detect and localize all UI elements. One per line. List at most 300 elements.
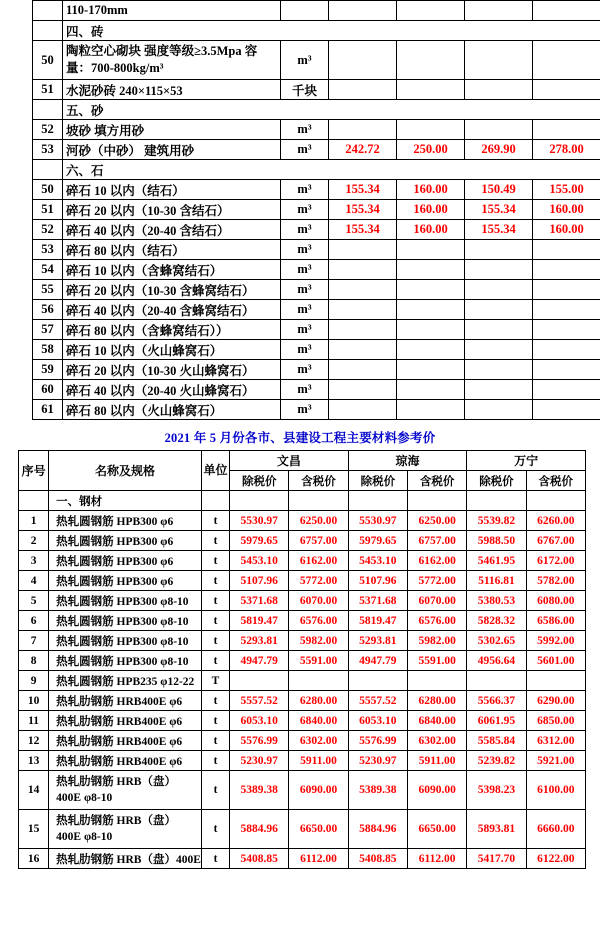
- cell-value: 6840.00: [407, 711, 466, 731]
- cell-value: 5982.00: [289, 631, 348, 651]
- cell-price-4: [533, 260, 600, 280]
- cell-blank-1: [230, 491, 289, 511]
- cell-blank-2: [289, 491, 348, 511]
- cell-value: 6650.00: [289, 810, 348, 849]
- cell-value: 6280.00: [289, 691, 348, 711]
- cell-category: 四、砖: [63, 21, 600, 41]
- cell-seq: 11: [19, 711, 49, 731]
- cell-price-4: 155.00: [533, 180, 600, 200]
- table-row: [19, 551, 586, 571]
- cell-category: 六、石: [63, 160, 600, 180]
- cell-name: 碎石 20 以内（10-30 火山蜂窝石）: [63, 360, 281, 380]
- cell-unit: m³: [281, 320, 329, 340]
- cell-unit: t: [201, 631, 229, 651]
- cell-price-3: 150.49: [465, 180, 533, 200]
- cell-seq: 57: [33, 320, 63, 340]
- cell-seq: 52: [33, 220, 63, 240]
- cell-value: 5239.82: [467, 751, 526, 771]
- cell-name: 碎石 40 以内（20-40 火山蜂窝石）: [63, 380, 281, 400]
- cell-seq: 8: [19, 651, 49, 671]
- cell-category: 五、砂: [63, 100, 600, 120]
- cell-value: 5530.97: [348, 511, 407, 531]
- cell-value: 6767.00: [526, 531, 585, 551]
- cell-value: 6660.00: [526, 810, 585, 849]
- cell-value: 6586.00: [526, 611, 585, 631]
- cell-price-1: [329, 240, 397, 260]
- cell-value: [348, 671, 407, 691]
- cell-value: 6576.00: [289, 611, 348, 631]
- cell-name: 热轧肋钢筋 HRB400E φ6: [49, 711, 202, 731]
- cell-price-1: 242.72: [329, 140, 397, 160]
- cell-value: 6840.00: [289, 711, 348, 731]
- section-title: 2021 年 5 月份各市、县建设工程主要材料参考价: [164, 431, 436, 445]
- cell-blank-4: [407, 491, 466, 511]
- cell-value: 6850.00: [526, 711, 585, 731]
- cell-name: 河砂（中砂） 建筑用砂: [63, 140, 281, 160]
- cell-value: 5398.23: [467, 771, 526, 810]
- cell-blank-3: [348, 491, 407, 511]
- cell-value: [289, 671, 348, 691]
- cell-value: 5576.99: [230, 731, 289, 751]
- table-row: [33, 120, 600, 140]
- cell-value: 5302.65: [467, 631, 526, 651]
- cell-value: 6162.00: [407, 551, 466, 571]
- cell-price-2: [397, 320, 465, 340]
- cell-price-2: [397, 380, 465, 400]
- cell-value: 5116.81: [467, 571, 526, 591]
- cell-price-2: [397, 340, 465, 360]
- table-row: [19, 751, 586, 771]
- materials-table-steel: [18, 450, 586, 869]
- materials-table-top: [32, 0, 600, 420]
- cell-price-4: [533, 340, 600, 360]
- cell-value: 5107.96: [348, 571, 407, 591]
- cell-unit: [281, 1, 329, 21]
- table-row: [33, 280, 600, 300]
- table-row: [33, 41, 600, 80]
- cell-name: 碎石 20 以内（10-30 含蜂窝结石）: [63, 280, 281, 300]
- cell-price-2: [397, 300, 465, 320]
- header-sub-extax-2: 除税价: [348, 471, 407, 491]
- header-sub-intax-2: 含税价: [407, 471, 466, 491]
- header-sub-intax-1: 含税价: [289, 471, 348, 491]
- cell-price-1: [329, 360, 397, 380]
- cell-seq: 3: [19, 551, 49, 571]
- cell-value: 5453.10: [230, 551, 289, 571]
- cell-value: 5911.00: [407, 751, 466, 771]
- cell-price-2: [397, 280, 465, 300]
- cell-price-1: [329, 300, 397, 320]
- cell-price-2: [397, 120, 465, 140]
- cell-name: 热轧肋钢筋 HRB400E φ6: [49, 731, 202, 751]
- cell-name: 热轧肋钢筋 HRB（盘）400E φ8-10: [49, 771, 202, 810]
- cell-value: 4947.79: [230, 651, 289, 671]
- cell-unit: T: [201, 671, 229, 691]
- cell-value: 5828.32: [467, 611, 526, 631]
- cell-value: 6070.00: [289, 591, 348, 611]
- cell-value: 5979.65: [230, 531, 289, 551]
- cell-value: 6090.00: [407, 771, 466, 810]
- cell-price-3: [465, 380, 533, 400]
- cell-value: 5585.84: [467, 731, 526, 751]
- cell-name: 热轧圆钢筋 HPB300 φ6: [49, 511, 202, 531]
- cell-value: 6650.00: [407, 810, 466, 849]
- cell-seq: 10: [19, 691, 49, 711]
- cell-value: 5371.68: [230, 591, 289, 611]
- cell-seq: 53: [33, 240, 63, 260]
- cell-unit: m³: [281, 380, 329, 400]
- cell-name: 碎石 80 以内（结石）: [63, 240, 281, 260]
- cell-price-1: [329, 120, 397, 140]
- table-row: [33, 80, 600, 100]
- cell-unit: t: [201, 611, 229, 631]
- cell-value: 6302.00: [407, 731, 466, 751]
- table-row: [33, 220, 600, 240]
- header-region-qionghai: 琼海: [348, 451, 467, 471]
- cell-value: 6061.95: [467, 711, 526, 731]
- cell-price-3: [465, 360, 533, 380]
- cell-value: 6122.00: [526, 849, 585, 869]
- cell-price-2: [397, 80, 465, 100]
- cell-unit: t: [201, 551, 229, 571]
- cell-price-1: [329, 340, 397, 360]
- cell-name: 热轧圆钢筋 HPB300 φ8-10: [49, 591, 202, 611]
- table-row: [33, 1, 600, 21]
- cell-price-4: [533, 380, 600, 400]
- cell-price-1: [329, 41, 397, 80]
- cell-value: 5417.70: [467, 849, 526, 869]
- cell-seq: 6: [19, 611, 49, 631]
- cell-value: 5921.00: [526, 751, 585, 771]
- table-row: [19, 711, 586, 731]
- cell-seq: [19, 491, 49, 511]
- cell-price-1: [329, 320, 397, 340]
- cell-value: 4947.79: [348, 651, 407, 671]
- cell-seq: 13: [19, 751, 49, 771]
- cell-value: 6172.00: [526, 551, 585, 571]
- cell-name: 碎石 10 以内（含蜂窝结石）: [63, 260, 281, 280]
- cell-seq: 55: [33, 280, 63, 300]
- cell-seq: 1: [19, 511, 49, 531]
- cell-price-2: [397, 260, 465, 280]
- cell-price-3: [465, 1, 533, 21]
- cell-unit: t: [201, 711, 229, 731]
- cell-name: 热轧圆钢筋 HPB300 φ6: [49, 571, 202, 591]
- cell-price-3: [465, 260, 533, 280]
- table-row: [19, 810, 586, 849]
- cell-seq: 53: [33, 140, 63, 160]
- cell-unit: t: [201, 810, 229, 849]
- header-sub-intax-3: 含税价: [526, 471, 585, 491]
- table-row: [19, 571, 586, 591]
- cell-value: 5230.97: [230, 751, 289, 771]
- cell-value: 6576.00: [407, 611, 466, 631]
- cell-price-2: [397, 240, 465, 260]
- cell-price-2: [397, 400, 465, 420]
- cell-price-4: 160.00: [533, 220, 600, 240]
- cell-seq: 12: [19, 731, 49, 751]
- cell-value: 5988.50: [467, 531, 526, 551]
- table-row: [19, 511, 586, 531]
- cell-seq: [33, 160, 63, 180]
- cell-price-3: [465, 240, 533, 260]
- cell-value: 6757.00: [407, 531, 466, 551]
- cell-value: 5992.00: [526, 631, 585, 651]
- cell-value: 6302.00: [289, 731, 348, 751]
- cell-seq: 58: [33, 340, 63, 360]
- cell-value: 6053.10: [348, 711, 407, 731]
- cell-seq: 51: [33, 80, 63, 100]
- cell-unit: m³: [281, 120, 329, 140]
- table-row: [19, 771, 586, 810]
- cell-price-3: [465, 120, 533, 140]
- cell-price-3: 155.34: [465, 200, 533, 220]
- cell-value: [407, 671, 466, 691]
- cell-seq: 15: [19, 810, 49, 849]
- cell-seq: 54: [33, 260, 63, 280]
- table-row: [33, 380, 600, 400]
- cell-value: 5557.52: [230, 691, 289, 711]
- cell-value: 6100.00: [526, 771, 585, 810]
- cell-unit: t: [201, 511, 229, 531]
- cell-unit: t: [201, 531, 229, 551]
- cell-unit: m³: [281, 260, 329, 280]
- cell-unit: m³: [281, 140, 329, 160]
- cell-unit: m³: [281, 220, 329, 240]
- table-row: [19, 849, 586, 869]
- cell-value: 5389.38: [230, 771, 289, 810]
- cell-name: 坡砂 填方用砂: [63, 120, 281, 140]
- cell-price-3: 155.34: [465, 220, 533, 240]
- cell-name: 陶粒空心砌块 强度等级≥3.5Mpa 容量：700-800kg/m³: [63, 41, 281, 80]
- header-region-wanning: 万宁: [467, 451, 586, 471]
- cell-seq: 61: [33, 400, 63, 420]
- cell-unit: m³: [281, 200, 329, 220]
- table-row: [33, 360, 600, 380]
- cell-value: 5566.37: [467, 691, 526, 711]
- cell-seq: 7: [19, 631, 49, 651]
- cell-value: 6290.00: [526, 691, 585, 711]
- cell-blank-5: [467, 491, 526, 511]
- cell-unit: t: [201, 591, 229, 611]
- table-row-category: [33, 100, 600, 120]
- cell-price-4: [533, 120, 600, 140]
- cell-name: 碎石 80 以内（火山蜂窝石）: [63, 400, 281, 420]
- cell-value: 5893.81: [467, 810, 526, 849]
- cell-price-1: [329, 1, 397, 21]
- cell-price-1: [329, 260, 397, 280]
- cell-value: 5591.00: [407, 651, 466, 671]
- cell-seq: 52: [33, 120, 63, 140]
- cell-name: 110-170mm: [63, 1, 281, 21]
- table-row: [33, 200, 600, 220]
- cell-value: 5601.00: [526, 651, 585, 671]
- cell-value: 5293.81: [230, 631, 289, 651]
- cell-seq: [33, 21, 63, 41]
- table-row-category: [33, 21, 600, 41]
- cell-price-2: 160.00: [397, 200, 465, 220]
- cell-seq: 5: [19, 591, 49, 611]
- cell-price-2: [397, 1, 465, 21]
- cell-name: 热轧圆钢筋 HPB300 φ8-10: [49, 611, 202, 631]
- header-sub-extax-1: 除税价: [230, 471, 289, 491]
- cell-price-4: [533, 300, 600, 320]
- cell-price-4: [533, 1, 600, 21]
- cell-name: 热轧肋钢筋 HRB400E φ6: [49, 751, 202, 771]
- cell-name: 热轧肋钢筋 HRB（盘）400E φ8-10: [49, 810, 202, 849]
- cell-value: 6080.00: [526, 591, 585, 611]
- cell-unit: t: [201, 691, 229, 711]
- materials-table-steel-body: [19, 451, 586, 869]
- cell-value: 6162.00: [289, 551, 348, 571]
- cell-value: 5539.82: [467, 511, 526, 531]
- cell-value: 6250.00: [289, 511, 348, 531]
- cell-name: 热轧圆钢筋 HPB300 φ8-10: [49, 651, 202, 671]
- cell-price-1: [329, 280, 397, 300]
- cell-price-2: 160.00: [397, 220, 465, 240]
- cell-price-4: [533, 400, 600, 420]
- cell-price-1: 155.34: [329, 220, 397, 240]
- cell-seq: 4: [19, 571, 49, 591]
- cell-price-3: [465, 280, 533, 300]
- header-unit: 单位: [201, 451, 229, 491]
- header-region-wenchang: 文昌: [230, 451, 349, 471]
- cell-seq: 14: [19, 771, 49, 810]
- cell-value: 6070.00: [407, 591, 466, 611]
- header-name: 名称及规格: [49, 451, 202, 491]
- cell-price-4: [533, 360, 600, 380]
- cell-unit: t: [201, 771, 229, 810]
- cell-seq: 56: [33, 300, 63, 320]
- cell-name: 碎石 40 以内（20-40 含蜂窝结石）: [63, 300, 281, 320]
- cell-price-1: [329, 400, 397, 420]
- cell-value: 6053.10: [230, 711, 289, 731]
- cell-name: 热轧圆钢筋 HPB300 φ6: [49, 551, 202, 571]
- cell-value: 5576.99: [348, 731, 407, 751]
- cell-unit: m³: [281, 180, 329, 200]
- table-row: [33, 260, 600, 280]
- cell-value: 6312.00: [526, 731, 585, 751]
- cell-value: 5408.85: [348, 849, 407, 869]
- cell-value: 4956.64: [467, 651, 526, 671]
- cell-price-3: [465, 80, 533, 100]
- table-row: [33, 320, 600, 340]
- cell-price-4: [533, 80, 600, 100]
- cell-price-4: [533, 240, 600, 260]
- cell-price-1: 155.34: [329, 180, 397, 200]
- table-row: [19, 651, 586, 671]
- cell-unit: t: [201, 571, 229, 591]
- cell-value: 6090.00: [289, 771, 348, 810]
- cell-unit: m³: [281, 240, 329, 260]
- table-row: [19, 691, 586, 711]
- cell-price-1: [329, 380, 397, 400]
- cell-value: 5884.96: [348, 810, 407, 849]
- cell-name: 热轧肋钢筋 HRB400E φ6: [49, 691, 202, 711]
- cell-value: 5293.81: [348, 631, 407, 651]
- cell-value: 6250.00: [407, 511, 466, 531]
- cell-value: 6280.00: [407, 691, 466, 711]
- materials-table-top-body: [33, 1, 600, 420]
- cell-unit: 千块: [281, 80, 329, 100]
- cell-name: 碎石 80 以内（含蜂窝结石））: [63, 320, 281, 340]
- cell-seq: 59: [33, 360, 63, 380]
- cell-value: 5389.38: [348, 771, 407, 810]
- cell-price-4: 278.00: [533, 140, 600, 160]
- cell-price-2: 160.00: [397, 180, 465, 200]
- cell-value: 5979.65: [348, 531, 407, 551]
- cell-value: 5453.10: [348, 551, 407, 571]
- cell-price-3: [465, 400, 533, 420]
- cell-unit: [201, 491, 229, 511]
- cell-name: 热轧肋钢筋 HRB（盘）400E: [49, 849, 202, 869]
- table-row: [19, 531, 586, 551]
- cell-value: 5819.47: [348, 611, 407, 631]
- cell-price-4: [533, 280, 600, 300]
- header-sub-extax-3: 除税价: [467, 471, 526, 491]
- cell-value: [467, 671, 526, 691]
- cell-name: 热轧圆钢筋 HPB300 φ6: [49, 531, 202, 551]
- cell-value: 6112.00: [407, 849, 466, 869]
- cell-value: [526, 671, 585, 691]
- header-seq: 序号: [19, 451, 49, 491]
- table-row-category: [33, 160, 600, 180]
- cell-value: 5911.00: [289, 751, 348, 771]
- table-row: [19, 731, 586, 751]
- cell-value: 5782.00: [526, 571, 585, 591]
- cell-unit: t: [201, 651, 229, 671]
- cell-price-2: [397, 41, 465, 80]
- cell-unit: t: [201, 849, 229, 869]
- cell-seq: 60: [33, 380, 63, 400]
- cell-value: 5380.53: [467, 591, 526, 611]
- cell-category: 一、钢材: [49, 491, 202, 511]
- cell-price-4: 160.00: [533, 200, 600, 220]
- cell-value: 5819.47: [230, 611, 289, 631]
- cell-name: 碎石 10 以内（结石）: [63, 180, 281, 200]
- cell-price-3: 269.90: [465, 140, 533, 160]
- cell-value: 5530.97: [230, 511, 289, 531]
- cell-price-2: 250.00: [397, 140, 465, 160]
- cell-blank-6: [526, 491, 585, 511]
- table-header-row: [19, 451, 586, 471]
- cell-seq: [33, 1, 63, 21]
- table-row: [19, 671, 586, 691]
- cell-unit: t: [201, 731, 229, 751]
- cell-price-3: [465, 340, 533, 360]
- cell-value: [230, 671, 289, 691]
- cell-price-2: [397, 360, 465, 380]
- table-row: [33, 240, 600, 260]
- cell-seq: 9: [19, 671, 49, 691]
- cell-price-1: [329, 80, 397, 100]
- cell-unit: m³: [281, 400, 329, 420]
- cell-seq: 50: [33, 41, 63, 80]
- table-row: [33, 140, 600, 160]
- table-row: [33, 400, 600, 420]
- cell-price-3: [465, 300, 533, 320]
- cell-value: 5371.68: [348, 591, 407, 611]
- cell-name: 水泥砂砖 240×115×53: [63, 80, 281, 100]
- cell-name: 热轧圆钢筋 HPB235 φ12-22: [49, 671, 202, 691]
- cell-value: 6757.00: [289, 531, 348, 551]
- table-row: [33, 300, 600, 320]
- cell-seq: 51: [33, 200, 63, 220]
- table-row: [33, 340, 600, 360]
- cell-seq: [33, 100, 63, 120]
- cell-value: 5982.00: [407, 631, 466, 651]
- cell-name: 碎石 40 以内（20-40 含结石）: [63, 220, 281, 240]
